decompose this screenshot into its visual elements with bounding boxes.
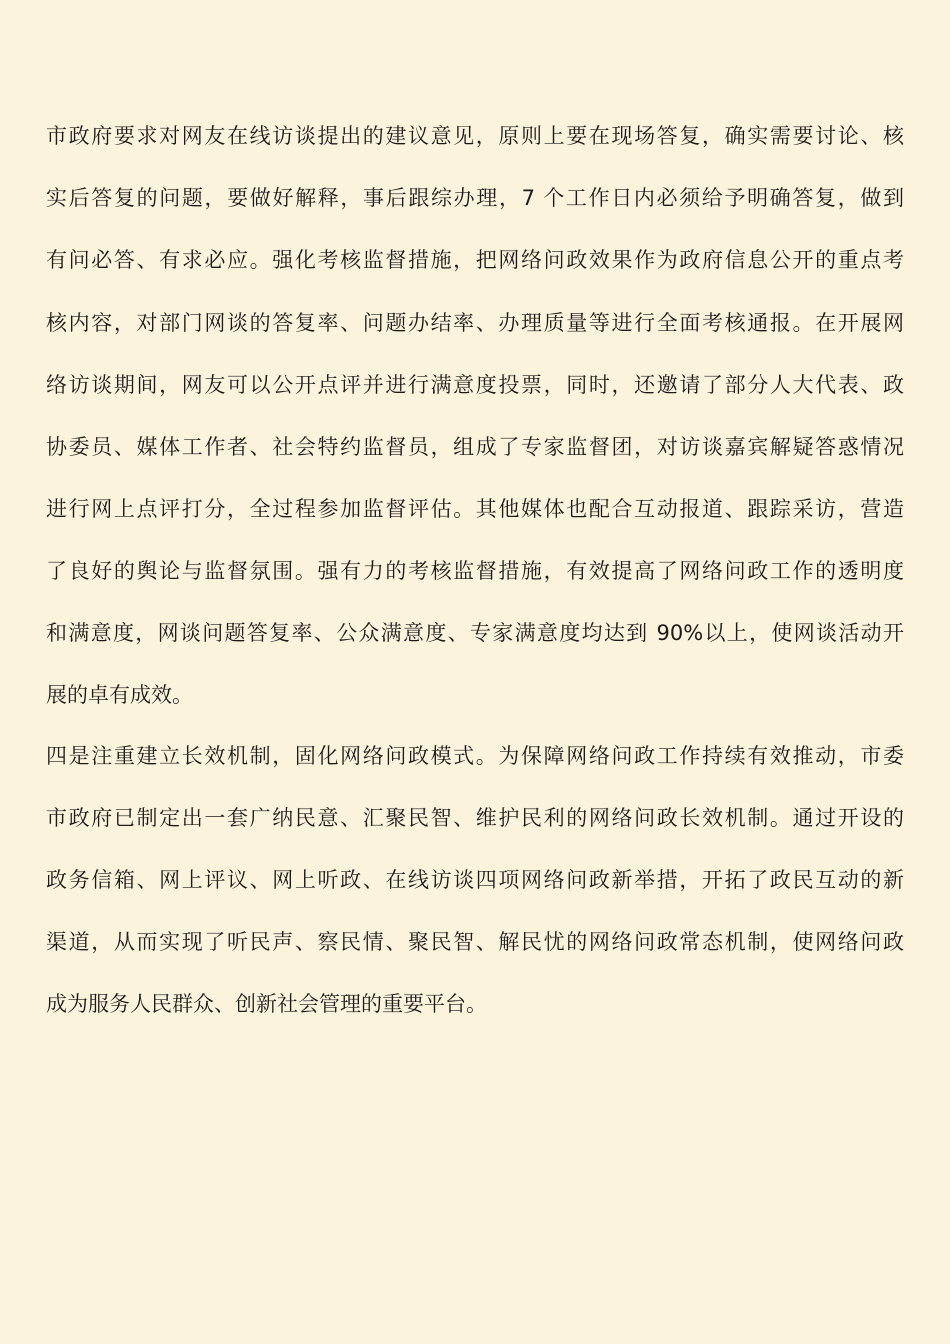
text-line: 进行网上点评打分，全过程参加监督评估。其他媒体也配合互动报道、跟踪采访，营造 <box>46 497 904 521</box>
text-line: 核内容，对部门网谈的答复率、问题办结率、办理质量等进行全面考核通报。在开展网 <box>46 311 904 335</box>
text-line: 络访谈期间，网友可以公开点评并进行满意度投票，同时，还邀请了部分人大代表、政 <box>46 373 904 397</box>
text-line: 实后答复的问题，要做好解释，事后跟综办理，7 个工作日内必须给予明确答复，做到 <box>46 186 904 210</box>
text-line: 成为服务人民群众、创新社会管理的重要平台。 <box>46 992 487 1016</box>
text-line: 四是注重建立长效机制，固化网络问政模式。为保障网络问政工作持续有效推动，市委 <box>46 744 904 768</box>
text-line: 了良好的舆论与监督氛围。强有力的考核监督措施，有效提高了网络问政工作的透明度 <box>46 559 904 583</box>
text-line: 市政府已制定出一套广纳民意、汇聚民智、维护民利的网络问政长效机制。通过开设的 <box>46 806 904 830</box>
text-line: 渠道，从而实现了听民声、察民情、聚民智、解民忧的网络问政常态机制，使网络问政 <box>46 930 904 954</box>
text-line: 政务信箱、网上评议、网上听政、在线访谈四项网络问政新举措，开拓了政民互动的新 <box>46 868 904 892</box>
text-line: 展的卓有成效。 <box>46 683 193 707</box>
text-line: 有问必答、有求必应。强化考核监督措施，把网络问政效果作为政府信息公开的重点考 <box>46 248 904 272</box>
text-line: 市政府要求对网友在线访谈提出的建议意见，原则上要在现场答复，确实需要讨论、核 <box>46 124 904 148</box>
text-line: 协委员、媒体工作者、社会特约监督员，组成了专家监督团，对访谈嘉宾解疑答惑情况 <box>46 435 904 459</box>
text-line: 和满意度，网谈问题答复率、公众满意度、专家满意度均达到 90%以上，使网谈活动开 <box>46 621 904 645</box>
